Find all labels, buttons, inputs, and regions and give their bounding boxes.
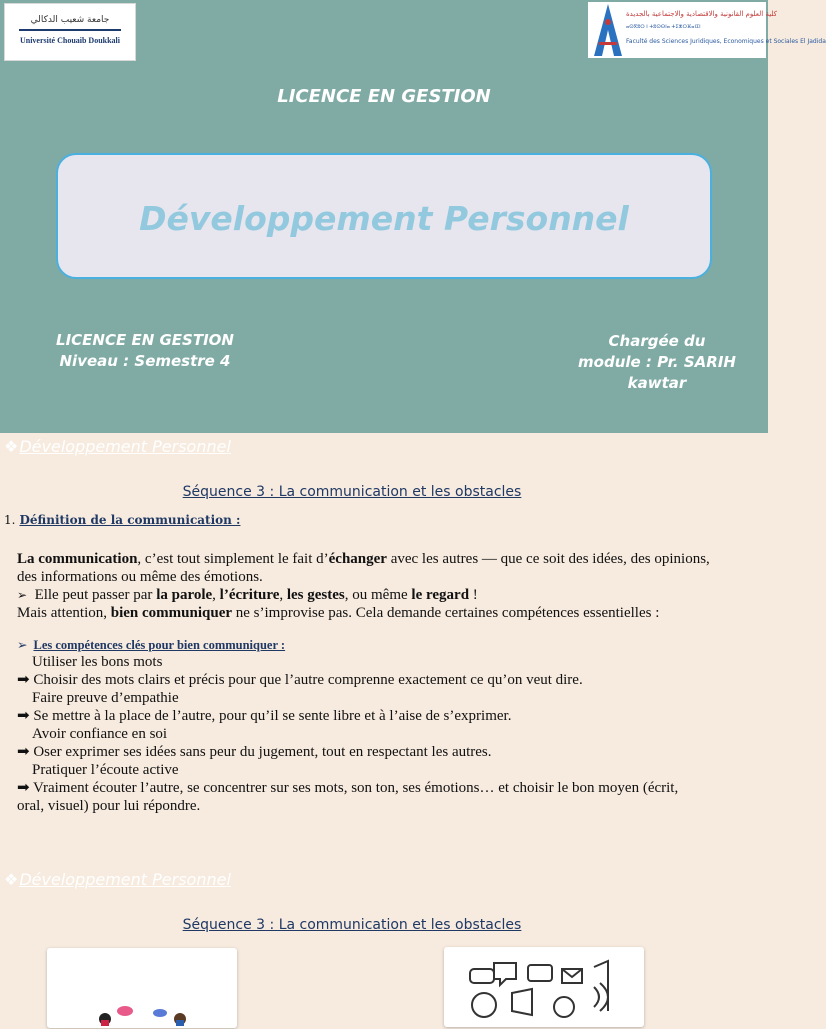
text-run: avec les autres — que ce soit des idées, des opinions, <box>386 551 710 567</box>
slide2-header-text: Développement Personnel <box>19 437 231 456</box>
bold-term: les gestes <box>286 587 345 603</box>
slide3-header <box>4 870 231 889</box>
list-item: Avoir confiance en soi <box>32 726 168 742</box>
university-logo-arabic: جامعة شعيب الدكالي <box>30 15 110 25</box>
skills-heading <box>17 637 285 653</box>
faculty-logo-tifinagh: ⴰⵙⴳⵓⵔ ⵏ ⵜⵓⵙⵙⵏⴰ ⵜⵉⵣⵔⴼⴰⵏⵉⵏ <box>626 24 701 30</box>
program-info <box>40 330 250 372</box>
text-run: Mais attention, <box>17 605 111 621</box>
bold-term: la parole <box>156 587 213 603</box>
bold-term: le regard <box>411 587 470 603</box>
list-item: ➡ Oser exprimer ses idées sans peur du jugement, tout en respectant les autres. <box>17 744 492 760</box>
text-run: ! <box>469 587 478 603</box>
text-run: , c’est tout simplement le fait d’ <box>137 551 329 567</box>
university-logo <box>4 3 136 61</box>
list-item: Pratiquer l’écoute active <box>32 762 179 778</box>
list-item: ➡ Vraiment écouter l’autre, se concentrer sur ses mots, son ton, ses émotions… et choisir le bon moyen (écrit, <box>17 780 679 796</box>
bold-term: bien communiquer <box>110 605 233 621</box>
bold-term: La communication <box>17 551 138 567</box>
slide3-sequence-title: Séquence 3 : La communication et les obstacles <box>182 917 522 933</box>
people-talking-image <box>47 948 237 1028</box>
list-item: Faire preuve d’empathie <box>32 690 179 706</box>
text-run: , <box>279 587 287 603</box>
text-run: des informations ou même des émotions. <box>17 569 263 585</box>
people-talking-icon <box>47 948 237 1024</box>
instructor-name: kawtar <box>627 374 687 392</box>
slide3-header-text: Développement Personnel <box>19 870 231 889</box>
communication-icons-image <box>444 947 644 1027</box>
list-item: ➡ Choisir des mots clairs et précis pour que l’autre comprenne exactement ce qu’on veut dire. <box>17 672 583 688</box>
slide2-sequence-title: Séquence 3 : La communication et les obstacles <box>182 484 522 500</box>
arrow-bullet-icon: ➢ <box>17 588 28 602</box>
arrow-bullet-icon: ➢ <box>17 638 28 652</box>
faculty-emblem-icon <box>590 2 626 58</box>
definition-heading <box>4 513 240 527</box>
list-item: Utiliser les bons mots <box>32 654 163 670</box>
instructor-line: module : Pr. SARIH <box>578 353 736 371</box>
instructor-line: Chargée du <box>608 332 706 350</box>
definition-title: Définition de la communication : <box>19 513 241 527</box>
instructor-info <box>572 331 742 394</box>
text-run: Elle peut passer par <box>34 587 157 603</box>
bold-term: échanger <box>328 551 387 567</box>
faculty-logo <box>588 2 826 58</box>
main-title: Développement Personnel <box>139 199 629 238</box>
communication-doodle-icon <box>444 947 644 1025</box>
program-level: Niveau : Semestre 4 <box>59 352 231 370</box>
diamond-bullet-icon: ❖ <box>4 437 19 456</box>
diamond-bullet-icon: ❖ <box>4 870 19 889</box>
text-run: , <box>212 587 220 603</box>
text-run: , ou même <box>344 587 412 603</box>
title-slide <box>0 0 826 433</box>
definition-paragraph <box>17 550 710 622</box>
list-item: ➡ Se mettre à la place de l’autre, pour qu’il se sente libre et à l’aise de s’exprimer. <box>17 708 512 724</box>
text-run: ne s’improvise pas. Cela demande certaines compétences essentielles : <box>232 605 660 621</box>
faculty-logo-name: Faculté des Sciences Juridiques, Economiques et Sociales El Jadida <box>626 38 826 45</box>
skills-list <box>17 653 678 815</box>
faculty-logo-arabic: كلية العلوم القانونية والاقتصادية والاجتماعية بالجديدة <box>626 10 777 18</box>
list-item: oral, visuel) pour lui répondre. <box>17 798 201 814</box>
definition-number: 1. <box>4 513 16 527</box>
university-logo-name: Université Chouaib Doukkali <box>19 36 121 45</box>
main-title-box <box>56 153 712 279</box>
logo-divider <box>19 29 121 31</box>
slide2-header <box>4 437 231 456</box>
skills-heading-text: Les compétences clés pour bien communiquer : <box>33 638 286 652</box>
bold-term: l’écriture <box>219 587 280 603</box>
program-title: LICENCE EN GESTION <box>277 86 491 107</box>
program-info-line: LICENCE EN GESTION <box>56 331 234 349</box>
